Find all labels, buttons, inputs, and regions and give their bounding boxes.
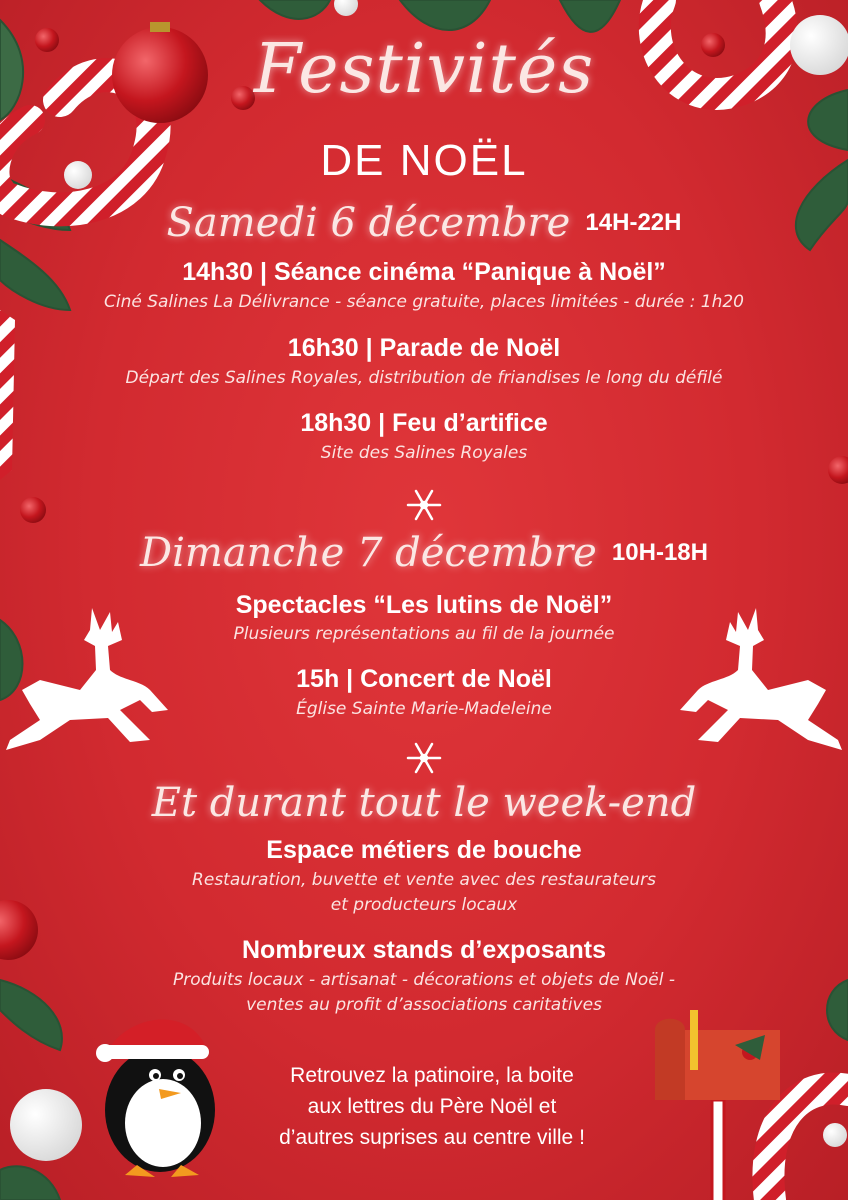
closing-line: Retrouvez la patinoire, la boite <box>290 1064 574 1087</box>
event-desc <box>0 968 848 1018</box>
event-desc: Plusieurs représentations au fil de la journée <box>233 624 615 644</box>
event-title: Espace métiers de bouche <box>266 836 582 864</box>
sunday-label: Dimanche 7 décembre <box>140 530 597 576</box>
closing-line: aux lettres du Père Noël et <box>307 1095 557 1118</box>
event-desc: Ciné Salines La Délivrance - séance gratuite, places limitées - durée : 1h20 <box>103 292 744 312</box>
event-desc: Site des Salines Royales <box>320 443 528 463</box>
sunday-hours: 10H-18H <box>611 539 708 566</box>
event-desc-line: ventes au profit d’associations caritatives <box>246 995 602 1015</box>
event-desc-line: et producteurs locaux <box>330 895 518 915</box>
event-title: 14h30 | Séance cinéma “Panique à Noël” <box>182 258 666 286</box>
title-main: DE NOËL <box>320 136 528 185</box>
title-script: Festivités <box>253 30 595 109</box>
event-title: Spectacles “Les lutins de Noël” <box>235 591 613 619</box>
event-desc-line: Restauration, buvette et vente avec des restaurateurs <box>192 870 656 890</box>
saturday-label: Samedi 6 décembre <box>166 200 571 246</box>
saturday-hours: 14H-22H <box>585 209 682 236</box>
weekend-label: Et durant tout le week-end <box>151 780 697 826</box>
event-desc-line: Produits locaux - artisanat - décorations et objets de Noël - <box>173 970 675 990</box>
event-desc: Départ des Salines Royales, distribution de friandises le long du défilé <box>125 368 723 388</box>
event-title: 16h30 | Parade de Noël <box>287 334 561 362</box>
sunday-header <box>0 530 848 576</box>
closing-message <box>232 1060 632 1153</box>
event-desc: Église Sainte Marie-Madeleine <box>296 699 552 719</box>
event-desc <box>0 868 848 918</box>
penguin-icon <box>96 1020 215 1177</box>
event-title: Nombreux stands d’exposants <box>242 936 606 964</box>
event-title: 18h30 | Feu d’artifice <box>300 409 548 437</box>
event-title: 15h | Concert de Noël <box>296 665 552 693</box>
saturday-header <box>0 200 848 246</box>
closing-line: d’autres suprises au centre ville ! <box>279 1126 585 1149</box>
